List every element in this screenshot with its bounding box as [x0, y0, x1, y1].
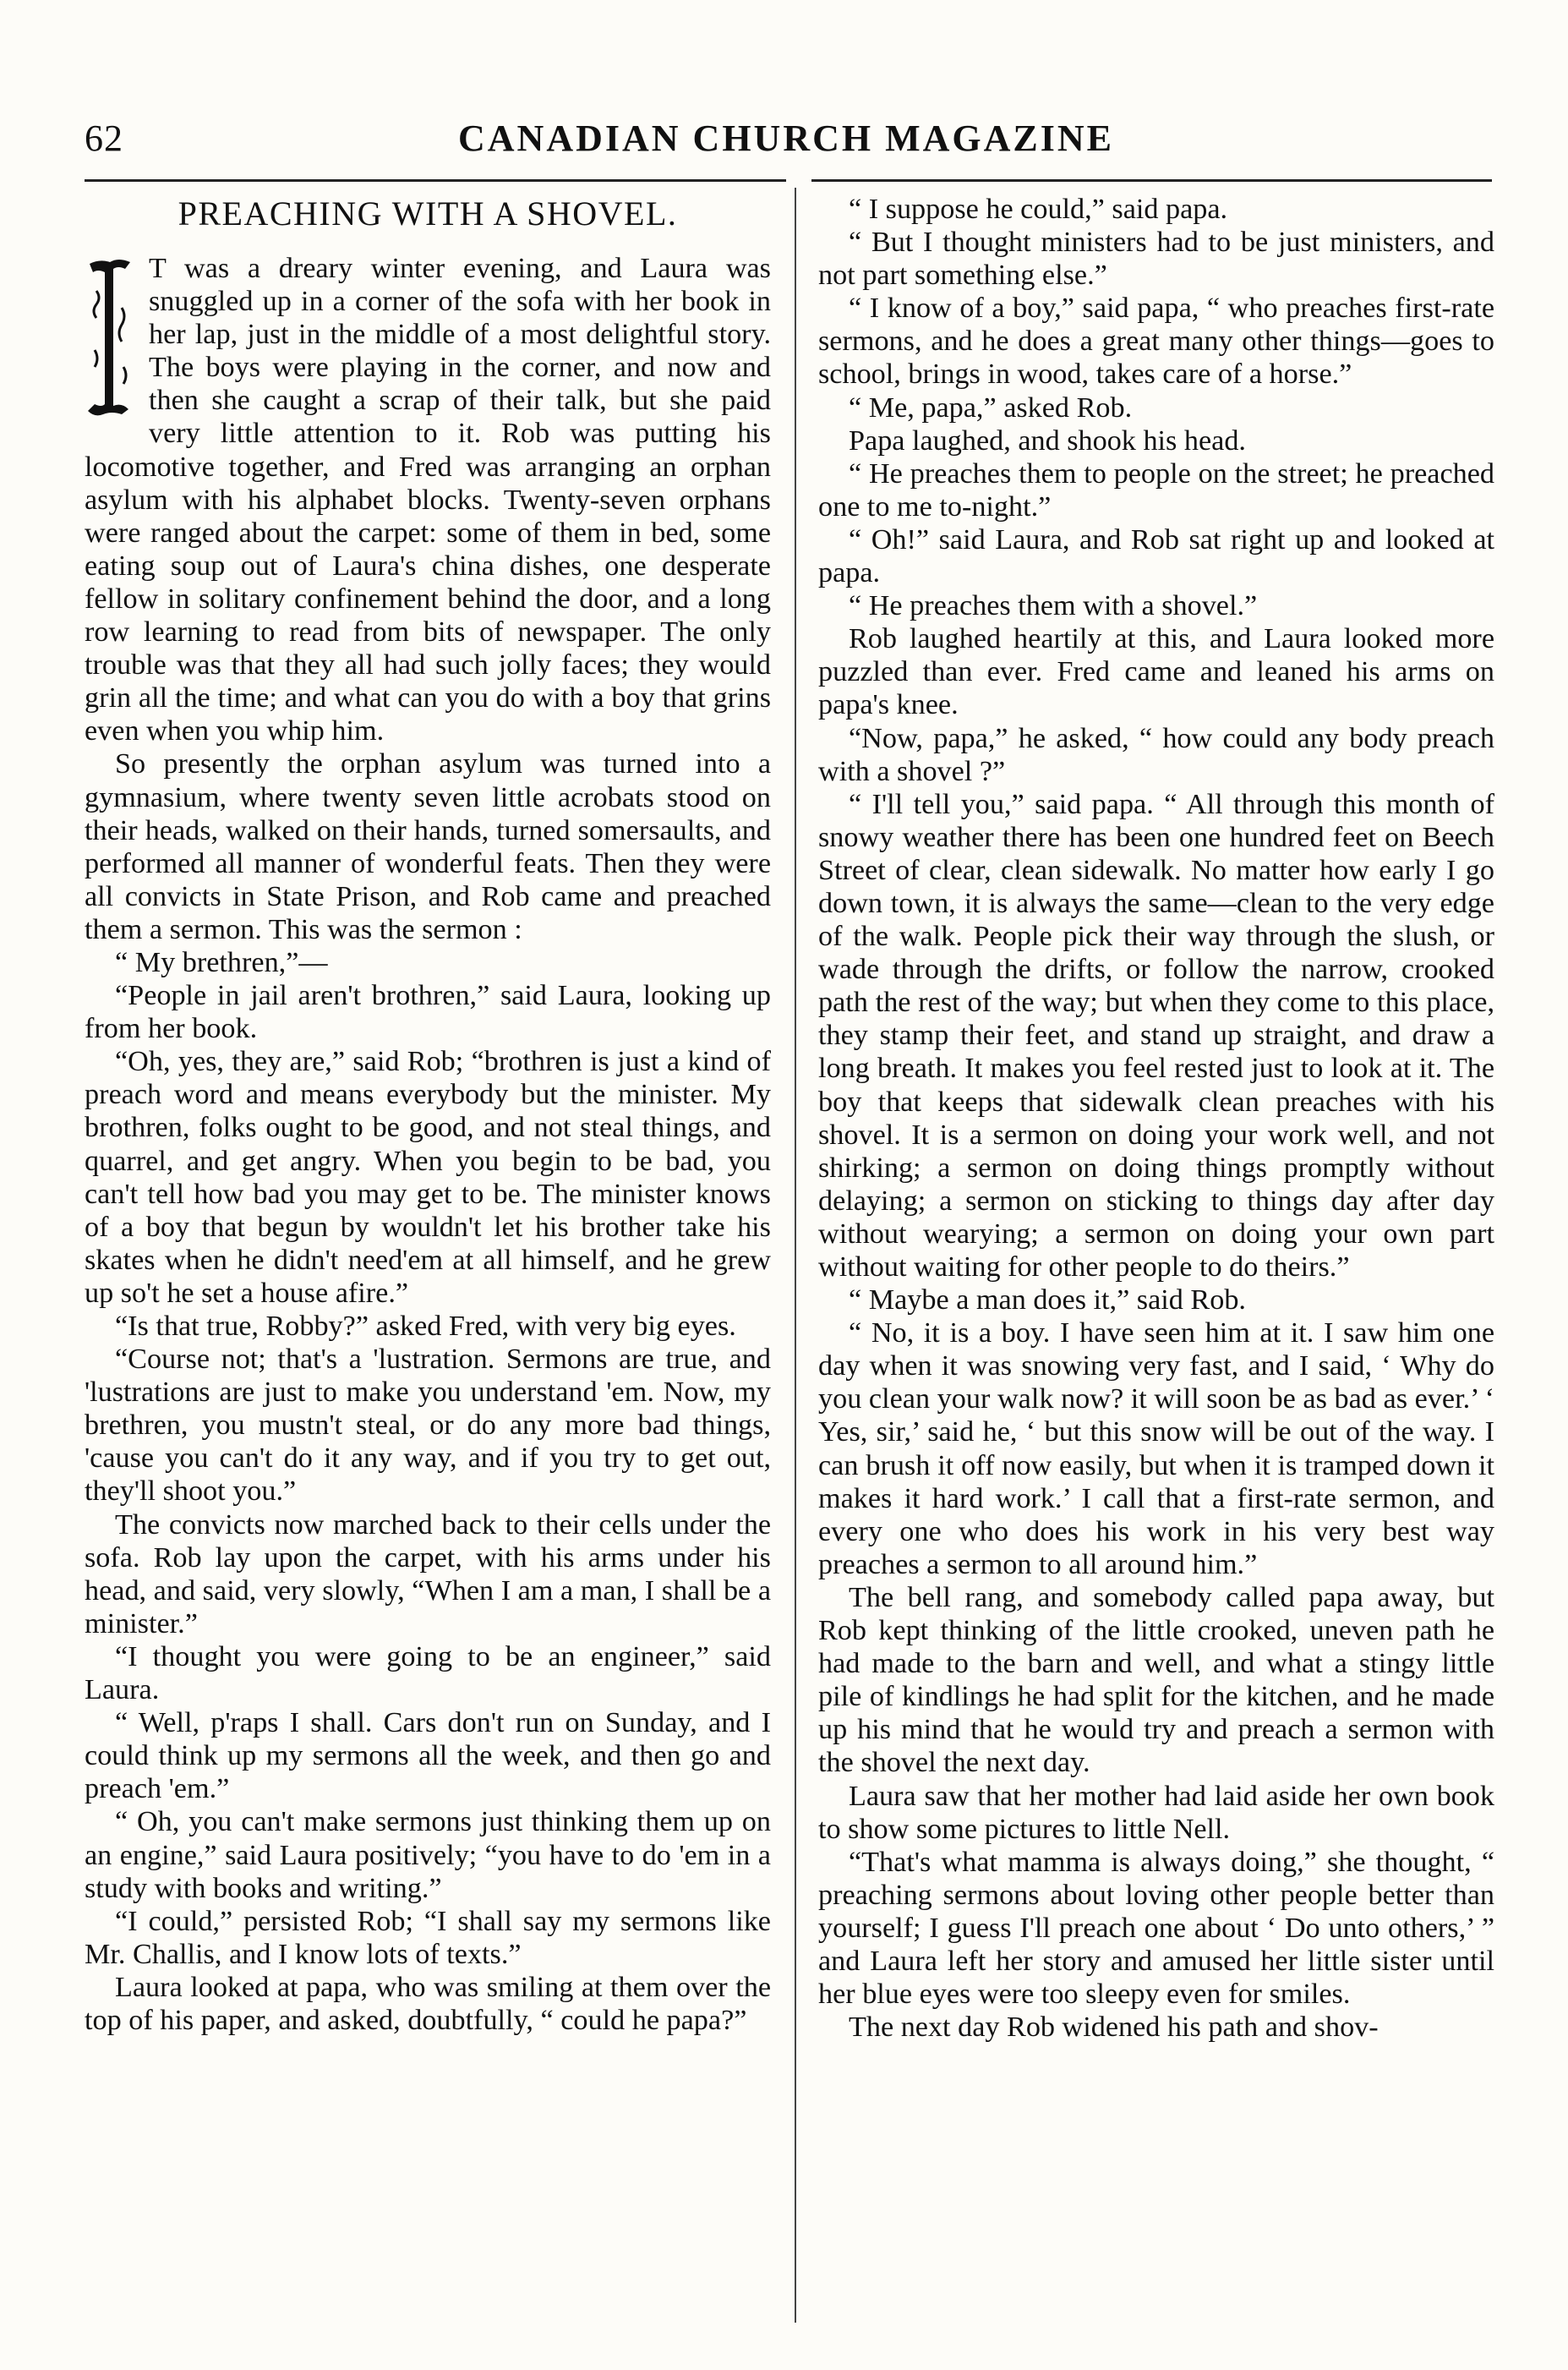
paragraph: “I could,” persisted Rob; “I shall say my sermons like Mr. Challis, and I know lots of texts.” [85, 1905, 771, 1970]
paragraph: Rob laughed heartily at this, and Laura looked more puzzled than ever. Fred came and leaned his arms on papa's knee. [818, 623, 1494, 721]
paragraph: “ He preaches them to people on the street; he preached one to me to-night.” [818, 457, 1494, 523]
paragraph: “ No, it is a boy. I have seen him at it. I saw him one day when it was snowing very fast, and I said, ‘ Why do you clean your walk now? it will soon be as bad as ever.’ ‘ Yes, sir,’ said he, ‘ but this snow will be out of the way. I can brush it off now easily, but when it is tramped down it makes it hard work.’ I call that a first-rate sermon, and every one who does his work in his very best way preaches a sermon to all around him.” [818, 1317, 1494, 1580]
paragraph: “ I suppose he could,” said papa. [849, 194, 1228, 225]
paragraph: “ Oh!” said Laura, and Rob sat right up and looked at papa. [818, 523, 1494, 589]
left-column [85, 193, 771, 2037]
right-column [818, 193, 1494, 2044]
paragraph: “Is that true, Robby?” asked Fred, with very big eyes. [115, 1311, 736, 1342]
paragraph: “ Me, papa,” asked Rob. [849, 391, 1133, 424]
paragraph: “ Maybe a man does it,” said Rob. [849, 1284, 1246, 1316]
paragraph: Laura looked at papa, who was smiling at them over the top of his paper, and asked, doubtfully, “ could he papa?” [85, 1971, 771, 2036]
paragraph: “Now, papa,” he asked, “ how could any body preach with a shovel ?” [818, 722, 1494, 787]
page-header [85, 117, 1488, 167]
column-divider [795, 188, 796, 2323]
magazine-title: CANADIAN CHURCH MAGAZINE [458, 118, 1114, 159]
paragraph: T was a dreary winter evening, and Laura was snuggled up in a corner of the sofa with her book in her lap, just in the middle of a most delightful story. The boys were playing in the corner, and now and then she caught a scrap of their talk, but she paid very little attention to it. Rob was putting his locomotive together, and Fred was arranging an orphan asylum with his alphabet blocks. Twenty-seven orphans were ranged about the carpet: some of them in bed, some eating soup out of Laura's china dishes, one desperate fellow in solitary confinement behind the door, and a long row learning to read from bits of newspaper. The only trouble was that they all had such jolly faces; they would grin all the time; and what can you do with a boy that grins even when you whip him. [85, 253, 771, 747]
paragraph: So presently the orphan asylum was turned into a gymnasium, where twenty seven little acrobats stood on their heads, walked on their hands, turned somersaults, and performed all manner of wonderful feats. Then they were all convicts in State Prison, and Rob came and preached them a sermon. This was the sermon : [85, 748, 771, 945]
paragraph: The convicts now marched back to their cells under the sofa. Rob lay upon the carpet, with his arms under his head, and said, very slowly, “When I am a man, I shall be a minister.” [85, 1508, 771, 1639]
paragraph: “ But I thought ministers had to be just ministers, and not part something else.” [818, 227, 1494, 292]
dropcap-letter-icon [85, 257, 137, 418]
paragraph: “People in jail aren't brothren,” said Laura, looking up from her book. [85, 980, 771, 1045]
paragraph: “Oh, yes, they are,” said Rob; “brothren is just a kind of preach word and means everybody but the minister. My brothren, folks ought to be good, and not steal things, and quarrel, and get angry. When you begin to be bad, you can't tell how bad you may get to be. The minister knows of a boy that begun by wouldn't let his brother take his skates when he didn't need'em at all himself, and he grew up so't he set a house afire.” [85, 1046, 771, 1309]
paragraph: “ He preaches them with a shovel.” [849, 590, 1258, 622]
paragraph: Laura saw that her mother had laid aside her own book to show some pictures to little Nell. [818, 1780, 1494, 1845]
paragraph: The next day Rob widened his path and shov- [849, 2011, 1379, 2044]
paragraph: “ Oh, you can't make sermons just thinking them up on an engine,” said Laura positively; “you have to do 'em in a study with books and writing.” [85, 1806, 771, 1904]
paragraph: The bell rang, and somebody called papa away, but Rob kept thinking of the little crooked, uneven path he had made to the barn and well, and what a stingy little pile of kindlings he had split for the kitchen, and he made up his mind that he would try and preach a sermon with the shovel the next day. [818, 1581, 1494, 1779]
paragraph: “ Well, p'raps I shall. Cars don't run on Sunday, and I could think up my sermons all the week, and then go and preach 'em.” [85, 1707, 771, 1805]
paragraph: “ I know of a boy,” said papa, “ who preaches first-rate sermons, and he does a great many other things—goes to school, brings in wood, takes care of a horse.” [818, 293, 1494, 391]
paragraph: “Course not; that's a 'lustration. Sermons are true, and 'lustrations are just to make you understand 'em. Now, my brethren, you mustn't steal, or do any more bad things, 'cause you can't do it any way, and if you try to get out, they'll shoot you.” [85, 1344, 771, 1508]
paragraph: “That's what mamma is always doing,” she thought, “ preaching sermons about loving other people better than yourself; I guess I'll preach one about ‘ Do unto others,’ ” and Laura left her story and amused her little sister until her blue eyes were too sleepy even for smiles. [818, 1846, 1494, 2011]
paragraph: “ My brethren,”— [115, 946, 328, 978]
header-rule-right [811, 179, 1492, 182]
page-number: 62 [85, 118, 123, 159]
paragraph: Papa laughed, and shook his head. [849, 424, 1246, 457]
paragraph: “I thought you were going to be an engineer,” said Laura. [85, 1640, 771, 1706]
header-rule-left [85, 179, 786, 182]
article-title: PREACHING WITH A SHOVEL. [178, 194, 678, 233]
paragraph: “ I'll tell you,” said papa. “ All through this month of snowy weather there has been one hundred feet on Beech Street of clear, clean sidewalk. No matter how early I go down town, it is always the same—clean to the very edge of the walk. People pick their way through the slush, or wade through the drifts, or follow the narrow, crooked path the rest of the way; but when they come to this place, they stamp their feet, and stand up straight, and draw a long breath. It makes you feel rested just to look at it. The boy that keeps that sidewalk clean preaches with his shovel. It is a sermon on doing your work well, and not shirking; a sermon on doing things promptly without delaying; a sermon on sticking to things day after day without wearying; a sermon on doing your own part without waiting for other people to do theirs.” [818, 788, 1494, 1283]
